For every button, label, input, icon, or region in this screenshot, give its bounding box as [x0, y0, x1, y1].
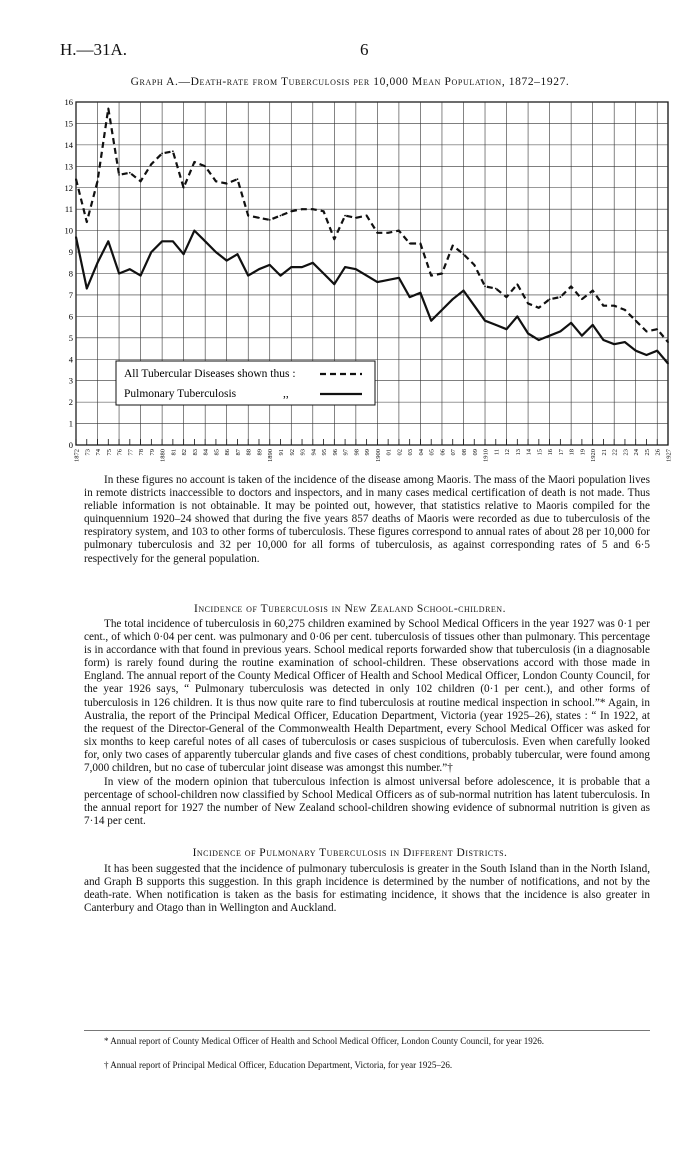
- x-tick-label: 06: [439, 449, 447, 456]
- data-point: [226, 183, 228, 185]
- x-tick-label: 19: [579, 449, 587, 456]
- data-point: [194, 161, 196, 163]
- x-tick-label: 94: [310, 449, 318, 456]
- x-tick-label: 92: [288, 449, 296, 456]
- data-point: [280, 215, 282, 217]
- data-point: [549, 298, 551, 300]
- data-point: [269, 219, 271, 221]
- data-point: [150, 163, 152, 165]
- data-point: [204, 240, 206, 242]
- data-point: [215, 180, 217, 182]
- x-tick-label: 1910: [482, 449, 490, 462]
- data-point: [667, 363, 669, 365]
- data-point: [581, 298, 583, 300]
- data-point: [430, 275, 432, 277]
- series-line-pulmonary: [76, 231, 668, 364]
- data-point: [420, 243, 422, 245]
- y-tick-label: 1: [68, 418, 73, 429]
- data-point: [344, 266, 346, 268]
- x-tick-label: 87: [234, 449, 242, 456]
- data-point: [495, 324, 497, 326]
- data-point: [527, 303, 529, 305]
- x-tick-label: 17: [557, 449, 565, 456]
- data-point: [420, 292, 422, 294]
- data-point: [140, 180, 142, 182]
- y-axis-ticks: [65, 97, 74, 450]
- y-tick-label: 16: [64, 97, 73, 107]
- data-point: [301, 208, 303, 210]
- x-tick-label: 88: [245, 449, 253, 456]
- y-tick-label: 8: [68, 268, 73, 279]
- data-point: [635, 320, 637, 322]
- x-tick-label: 07: [450, 449, 458, 456]
- y-tick-label: 14: [64, 139, 73, 150]
- data-point: [280, 275, 282, 277]
- data-point: [366, 215, 368, 217]
- data-point: [624, 341, 626, 343]
- data-point: [376, 281, 378, 283]
- data-point: [301, 266, 303, 268]
- data-point: [516, 283, 518, 285]
- data-point: [118, 174, 120, 176]
- data-point: [613, 305, 615, 307]
- x-tick-label: 02: [396, 449, 404, 456]
- x-tick-label: 81: [170, 449, 178, 456]
- data-point: [258, 268, 260, 270]
- data-point: [333, 238, 335, 240]
- data-point: [355, 268, 357, 270]
- y-tick-label: 9: [68, 247, 73, 258]
- data-point: [409, 296, 411, 298]
- x-tick-label: 82: [181, 449, 189, 456]
- data-point: [290, 210, 292, 212]
- x-tick-label: 13: [514, 449, 522, 456]
- data-point: [452, 245, 454, 247]
- x-tick-label: 76: [116, 449, 124, 456]
- data-point: [107, 108, 109, 110]
- x-tick-label: 11: [493, 449, 501, 456]
- data-point: [603, 339, 605, 341]
- data-point: [570, 322, 572, 324]
- data-point: [204, 165, 206, 167]
- data-point: [538, 307, 540, 309]
- y-tick-label: 4: [68, 354, 73, 365]
- y-tick-label: 15: [64, 118, 73, 129]
- x-tick-label: 05: [428, 449, 436, 456]
- graph-title: Graph A.—Death-rate from Tuberculosis per 10,000 Mean Population, 1872–1927.: [130, 76, 570, 88]
- x-tick-label: 84: [202, 449, 210, 456]
- data-point: [129, 268, 131, 270]
- chart-lines: [75, 108, 669, 365]
- x-tick-label: 97: [342, 449, 350, 456]
- data-point: [323, 210, 325, 212]
- data-point: [376, 232, 378, 234]
- data-point: [516, 315, 518, 317]
- data-point: [484, 285, 486, 287]
- data-point: [398, 230, 400, 232]
- data-point: [247, 275, 249, 277]
- data-point: [97, 262, 99, 264]
- data-point: [269, 264, 271, 266]
- x-tick-label: 15: [536, 449, 544, 456]
- data-point: [646, 354, 648, 356]
- data-point: [387, 232, 389, 234]
- data-point: [441, 309, 443, 311]
- x-tick-label: 77: [127, 449, 135, 456]
- data-point: [559, 296, 561, 298]
- data-point: [237, 178, 239, 180]
- data-point: [570, 285, 572, 287]
- data-point: [107, 240, 109, 242]
- tuberculosis-death-rate-chart: [0, 0, 700, 470]
- footnote-rule: [84, 1030, 650, 1031]
- data-point: [646, 330, 648, 332]
- x-tick-label: 99: [364, 449, 372, 456]
- data-point: [398, 277, 400, 279]
- x-tick-label: 24: [633, 449, 641, 456]
- data-point: [161, 240, 163, 242]
- data-point: [312, 208, 314, 210]
- data-point: [194, 230, 196, 232]
- x-tick-label: 1872: [73, 449, 81, 462]
- data-point: [118, 273, 120, 275]
- y-tick-label: 7: [68, 289, 73, 300]
- x-tick-label: 25: [643, 449, 651, 456]
- x-tick-label: 75: [105, 449, 113, 456]
- x-tick-label: 1890: [267, 449, 275, 462]
- data-point: [473, 264, 475, 266]
- data-point: [624, 309, 626, 311]
- x-tick-label: 73: [84, 449, 92, 456]
- data-point: [75, 236, 77, 238]
- x-tick-label: 18: [568, 449, 576, 456]
- data-point: [506, 296, 508, 298]
- data-point: [366, 275, 368, 277]
- paragraph-districts: It has been suggested that the incidence of pulmonary tuberculosis is greater in the South Island than in the North Island, and Graph B supports this suggestion. In this graph incidence is determined by the number of notifications, and not by the death-rate. When notification is taken as the basis for estimating incidence, it shows that the incidence is also greater in Canterbury and Otago than in Wellington and Auckland.: [84, 863, 650, 915]
- x-tick-label: 26: [654, 449, 662, 456]
- paragraph-maori: In these figures no account is taken of the incidence of the disease among Maoris. The mass of the Maori population lives in remote districts inaccessible to doctors and inspectors, and in many cases medical certification of death is not made. Thus reliable information is not obtainable. It may be pointed out, however, that statistics relative to Maoris compiled for the quinquennium 1920–24 showed that during the five years 857 deaths of Maoris were recorded as due to tuberculosis of the respiratory system, and 103 to other forms of tuberculosis. These figures correspond to annual rates of about 28 per 10,000 for pulmonary tuberculosis and 32 per 10,000 for all forms of tuberculosis, as against corresponding rates of 5 and 6·5 respectively for the general population.: [84, 474, 650, 565]
- data-point: [150, 251, 152, 253]
- x-tick-label: 14: [525, 449, 533, 456]
- data-point: [441, 273, 443, 275]
- x-tick-label: 08: [460, 449, 468, 456]
- data-point: [613, 343, 615, 345]
- y-tick-label: 12: [64, 182, 73, 193]
- x-tick-label: 21: [600, 449, 608, 456]
- data-point: [430, 320, 432, 322]
- y-tick-label: 10: [64, 225, 73, 236]
- data-point: [172, 150, 174, 152]
- x-tick-label: 01: [385, 449, 393, 456]
- legend-label-all: All Tubercular Diseases shown thus :: [124, 368, 296, 380]
- x-tick-label: 1900: [374, 449, 382, 462]
- data-point: [667, 341, 669, 343]
- data-point: [161, 153, 163, 155]
- data-point: [97, 180, 99, 182]
- data-point: [312, 262, 314, 264]
- data-point: [140, 275, 142, 277]
- data-point: [581, 335, 583, 337]
- y-tick-label: 2: [68, 397, 73, 408]
- x-axis-ticks: [74, 439, 673, 462]
- data-point: [484, 320, 486, 322]
- data-point: [215, 251, 217, 253]
- data-point: [549, 335, 551, 337]
- x-tick-label: 23: [622, 449, 630, 456]
- paragraph-school-incidence: The total incidence of tuberculosis in 60,275 children examined by School Medical Officers in the year 1927 was 0·1 per cent., of which 0·04 per cent. was pulmonary and 0·06 per cent. tuberculosis of tissues other than pulmonary. This percentage is in accordance with that found in previous years. School medical reports forwarded show that tuberculosis (in a diagnosable form) is rarely found during the routine examination of school-children. These observations accord with those made in England. The annual report of the County Medical Officer of Health and School Medical Officer, London County Council, for the year 1926 says, “ Pulmonary tuberculosis was detected in only 102 children (0·1 per cent.), and other forms of tuberculosis in 126 children. It is thus now quite rare to find tuberculosis at routine medical inspection in school.”* Again, in Australia, the report of the Principal Medical Officer, Education Department, Victoria (year 1925–26), states : “ In 1922, at the request of the Director-General of the Commonwealth Health Department, every School Medical Officer was asked for six months to keep careful notes of all cases of tuberculosis or cases suspicious of tuberculosis. Even when carefully looked for, only two cases of apparently tubercular glands and five cases of chest conditions, probably tubercular, were found among 7,000 children, but no case of tubercular joint disease was amongst this number.”†: [84, 618, 650, 775]
- page-reference: H.—31A.: [60, 40, 128, 59]
- y-tick-label: 13: [64, 161, 73, 172]
- chart-legend: [116, 361, 375, 405]
- data-point: [237, 253, 239, 255]
- data-point: [172, 240, 174, 242]
- data-point: [527, 333, 529, 335]
- x-tick-label: 96: [331, 449, 339, 456]
- data-point: [226, 260, 228, 262]
- x-tick-label: 04: [417, 449, 425, 456]
- paragraph-subnormal-nutrition: In view of the modern opinion that tuberculous infection is almost universal before adolescence, it is probable that a percentage of school-children now classified by School Medical Officers as of sub-normal nutrition has latent tuberculosis. In the annual report for 1927 the number of New Zealand school-children showing evidence of subnormal nutrition is given as 7·14 per cent.: [84, 776, 650, 828]
- data-point: [323, 273, 325, 275]
- data-point: [559, 330, 561, 332]
- data-point: [592, 324, 594, 326]
- data-point: [495, 288, 497, 290]
- series-line-all-tubercular: [76, 108, 668, 342]
- x-tick-label: 98: [353, 449, 361, 456]
- data-point: [473, 305, 475, 307]
- x-tick-label: 03: [407, 449, 415, 456]
- x-tick-label: 91: [278, 449, 286, 456]
- data-point: [463, 290, 465, 292]
- data-point: [656, 350, 658, 352]
- x-tick-label: 85: [213, 449, 221, 456]
- page-number: 6: [360, 40, 369, 59]
- x-tick-label: 22: [611, 449, 619, 456]
- data-point: [592, 290, 594, 292]
- x-tick-label: 83: [191, 449, 199, 456]
- section-title-districts: Incidence of Pulmonary Tuberculosis in Different Districts.: [192, 847, 508, 859]
- x-tick-label: 89: [256, 449, 264, 456]
- data-point: [247, 215, 249, 217]
- legend-ditto-mark: ,,: [283, 388, 289, 400]
- data-point: [333, 283, 335, 285]
- data-point: [86, 221, 88, 223]
- data-point: [409, 243, 411, 245]
- x-tick-label: 79: [148, 449, 156, 456]
- data-point: [258, 217, 260, 219]
- data-point: [355, 217, 357, 219]
- data-point: [183, 187, 185, 189]
- data-point: [603, 305, 605, 307]
- y-tick-label: 3: [68, 375, 73, 386]
- x-tick-label: 12: [504, 448, 512, 456]
- x-tick-label: 78: [138, 449, 146, 456]
- data-point: [86, 288, 88, 290]
- y-tick-label: 0: [68, 440, 73, 450]
- data-point: [344, 215, 346, 217]
- x-tick-label: 1920: [590, 449, 598, 462]
- data-point: [452, 298, 454, 300]
- data-point: [463, 253, 465, 255]
- section-title-school-children: Incidence of Tuberculosis in New Zealand School-children.: [194, 603, 506, 615]
- y-tick-label: 6: [68, 311, 73, 322]
- data-point: [656, 328, 658, 330]
- data-point: [538, 339, 540, 341]
- x-tick-label: 1927: [665, 449, 673, 462]
- data-point: [506, 328, 508, 330]
- x-tick-label: 86: [224, 449, 232, 456]
- x-tick-label: 74: [95, 449, 103, 456]
- footnote-2: † Annual report of Principal Medical Officer, Education Department, Victoria, for year 1925–26.: [104, 1060, 453, 1070]
- data-point: [75, 178, 77, 180]
- x-tick-label: 93: [299, 449, 307, 456]
- data-point: [635, 350, 637, 352]
- legend-label-pulmonary: Pulmonary Tuberculosis: [124, 388, 237, 400]
- x-tick-label: 95: [321, 449, 329, 456]
- y-tick-label: 11: [64, 204, 73, 215]
- data-point: [387, 279, 389, 281]
- y-tick-label: 5: [68, 332, 73, 343]
- x-tick-label: 09: [471, 449, 479, 456]
- data-point: [183, 253, 185, 255]
- footnote-1: * Annual report of County Medical Officer of Health and School Medical Officer, London County Council, for year 1926.: [104, 1036, 544, 1046]
- data-point: [290, 266, 292, 268]
- x-tick-label: 16: [547, 449, 555, 456]
- x-tick-label: 1880: [159, 449, 167, 462]
- data-point: [129, 172, 131, 174]
